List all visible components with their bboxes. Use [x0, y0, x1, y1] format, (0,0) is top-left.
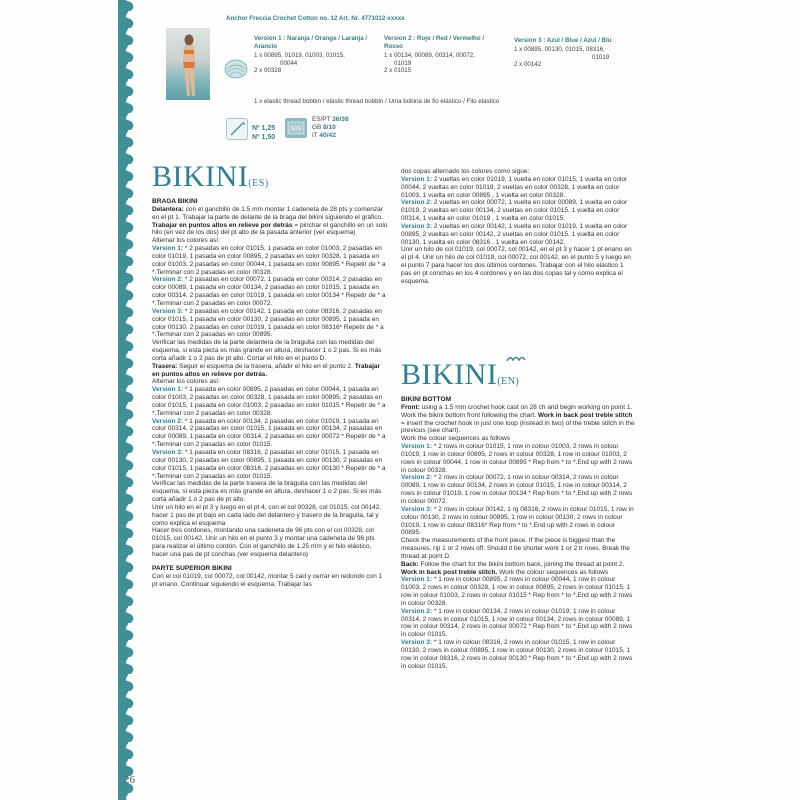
- version-1-line: 00044: [280, 59, 298, 67]
- page-number: 26: [124, 774, 135, 786]
- paragraph-delantera: Delantera: con el ganchillo de 1.5 mm montar 1 cadeneta de 28 pts y comenzar en el pt 1. Trabajar la parte de delante de la braga del bikini siguiendo el gráfico. Trabajar en puntos altos en relieve por detrás = pinchar el ganchillo en un solo hilo (en vez de los dos) del pt alto de la pasada anterior (ver esquema): [152, 205, 388, 237]
- elastic-thread-note: 1 x elastic thread bobbin / elastic thread bobbin / Uma bobina de fio elástico / Filo elastico: [254, 98, 500, 105]
- model-photo: [166, 28, 210, 100]
- size-label: IT: [312, 132, 318, 139]
- column-right-en: [401, 394, 635, 671]
- version-2-block: [384, 35, 504, 75]
- paragraph: Work the colour sequences as follows: [401, 435, 510, 443]
- product-header: Anchor Freccia Crochet Cotton no. 12 Art. Nr. 4771012-xxxxx: [226, 15, 405, 22]
- title-en: BIKINI(EN): [401, 358, 520, 391]
- size-label: GB: [312, 124, 322, 131]
- size-value: 36/38: [332, 116, 349, 123]
- paragraph: Hacer tres cordones, montando una cadeneta de 96 pts con el col 00328, col 01015, col 00142. Unir un hilo en el punto 3 y montar una cadeneta de 96 pts para realizar el último cordón. Con el ganchillo de 1.25 mm y el hilo elástico, hacer una pas de pt conchas (ver esquema delantero): [152, 527, 375, 558]
- paragraph-back: Back: Follow the chart for the bikini bottom back, joining the thread at point 2. Work in back post treble stitch. Work the colour sequences as follows: [401, 560, 625, 576]
- version-paragraph: Version 3: 2 vueltas en color 00142, 1 vuelta en color 01019, 1 vuelta en color 00895, 2 vueltas en color 00142, 2 vueltas en color 01015, 1 vuelta en color 00130, 1 vuelta en color 08316 , 1 vuelta en color 00142.: [401, 222, 628, 246]
- paragraph: Alternar los colores así:: [152, 237, 220, 245]
- version-paragraph: Version 3: * 2 pasadas en color 00142, 1 pasada en color 08316, 2 pasadas en color 01015, 1 pasada en color 00130, 2 pasadas en color 00895, 1 pasada en color 00130, 2 pasadas en color 01019, 1 pasada en color 08316* Repetir de * a *.Terminar con 2 pasadas en color 00895.: [152, 307, 384, 339]
- section-heading: PARTE SUPERIOR BIKINI: [152, 564, 232, 572]
- section-heading: BRAGA BIKINI: [152, 198, 198, 205]
- section-heading: BIKINI BOTTOM: [401, 396, 452, 403]
- version-paragraph: Version 2: 2 vueltas en color 00072, 1 vuelta en color 00089, 1 vuelta en color 01019, 2 vueltas en color 00134, 2 vueltas en color 01015, 1 vuelta en color 00314, 1 vuelta en color 01019 , 1 vuelta en color 01015.: [401, 199, 628, 223]
- version-paragraph: Version 2: * 1 pasada en color 00134, 2 pasadas en color 01019, 1 pasada en color 00314, 2 pasadas en color 01015, 1 pasada en color 00134, 2 pasadas en color 00089, 1 pasada en color 00314, 2 pasadas en color 00072 * Repetir de * a *.Terminar con 2 pasadas en color 01015.: [152, 417, 386, 449]
- version-paragraph: Version 3: * 1 pasada en color 08316, 2 pasadas en color 01015, 1 pasada en color 00130, 2 pasadas en color 00895, 1 pasada en color 00130, 2 pasadas en color 01015, 1 pasada en color 08316, 2 pasadas en color 00130 * Repetir de * a *.Terminar con 2 pasadas en color 01015.: [152, 449, 386, 480]
- size-label: ES/PT: [312, 116, 331, 123]
- version-1-line: 2 x 00328: [254, 67, 282, 75]
- version-paragraph: Version 3: * 2 rows in colour 00142, 1 rg 08316, 2 rows in colour 01015, 1 row in colour 00130, 2 rows in colour 00895, 1 row in colour 00130, 2 rows in colour 01019, 1 row in colour 08316* Rep from * to *.End up with 2 rows in colour 00895.: [401, 505, 634, 537]
- version-paragraph: Version 2: * 2 pasadas en color 00072, 1 pasada en color 00314, 2 pasadas en color 00089, 1 pasada en color 00134, 2 pasadas en color 01015, 1 pasada en color 00314, 2 pasadas en color 01019, 1 pasada en color 00134 * Repetir de * a *.Terminar con 2 pasadas en color 00072.: [152, 276, 386, 307]
- version-1-line: 1 x 00895, 01019, 01003, 01015,: [254, 52, 345, 59]
- version-3-line: 2 x 00142: [514, 61, 542, 69]
- size-value: 40/42: [319, 132, 336, 139]
- paragraph: Verificar las medidas de la parte trasera de la braguita con las medidas del esquema, si esta pieza es más grande en altura, deshacer 1 o 2 pas. Si es más corta añadir 1 o 2 pas de pt alto.: [152, 480, 382, 504]
- version-3-line: 01019: [592, 53, 610, 61]
- version-1-block: [254, 35, 374, 75]
- paragraph-trasera: Trasera: Seguir el esquema de la trasera, añadir el hilo en el punto 2. Trabajar en puntos altos en relieve por detrás.: [152, 362, 381, 378]
- version-2-line: 1 x 00134, 00089, 00314, 00072,: [384, 52, 475, 59]
- size-table: [312, 116, 349, 140]
- size-label-icon: [285, 118, 307, 138]
- version-paragraph: Version 1: 2 vueltas en color 01019, 1 vuelta en color 01015, 1 vuelta en color 00044, 2 vueltas en color 01019, 2 vueltas en color 00328, 1 vuelta en color 01003, 1 vuelta en color 00895 , 1 vuelta en color 00328.: [401, 175, 628, 199]
- wave-border-decoration: [118, 0, 140, 800]
- wave-ornament-icon: [506, 350, 528, 358]
- version-paragraph: Version 1: * 2 pasadas en color 01015, 1 pasada en color 01003, 2 pasadas en color 01019, 1 pasada en color 00895, 2 pasadas en color 00328, 1 pasada en color 01003, 2 pasadas en color 00044, 1 pasada en color 00895 * Repetir de * a *.Terminar con 2 pasadas en color 00328.: [152, 245, 386, 276]
- version-3-block: [514, 37, 638, 69]
- title-es: BIKINI(ES): [152, 160, 269, 193]
- yarn-ball-icon: [224, 58, 248, 80]
- needle-size: Nº 1,25: [252, 125, 276, 132]
- version-paragraph: Version 1: * 1 row in colour 00895, 2 rows in colour 00044, 1 row in colour 01003, 2 rows in colour 00328, 1 row in colour 00895, 2 rows in colour 01015, 1 row in colour 01003, 2 rows in colour 01015 * Rep from * to *.End up with 2 rows in colour 00328.: [401, 576, 633, 607]
- paragraph: Con el col 01019, col 00072, col 00142, montar 5 cad y cerrar en redondo con 1 pt enano. Continuar siguiendo el esquema. Trabajar las: [152, 572, 383, 588]
- version-3-title: Version 3 : Azul / Blue / Azul / Blu: [514, 37, 612, 44]
- paragraph: Unir un hilo de col 01019, col 00072, col 00142, en el pt 3 y hacer 1 pt enano en el pt 4. Unir un hilo de col 01019, col 00072, col 00142, en el punto 5 y luego en el punto 7 para hacer los dos últimos cordones. Trabajar con el hilo elástico 1 pas en pt conchas en los 4 cordones y en las dos copas tal y cómo explica el esquema.: [401, 246, 632, 285]
- version-2-line: 01019: [394, 59, 412, 67]
- version-paragraph: Version 1: * 2 rows in colour 01015, 1 row in colour 01003, 2 rows in colour 01019, 1 row in colour 00895, 2 rows in colour 00328, 1 row in colour 01003, 2 rows in colour 00044, 1 row in colour 00895 * Rep from * to *.End up with 2 rows in colour 00328.: [401, 443, 633, 474]
- paragraph: Verificar las medidas de la parte delantera de la braguita con las medidas del esquema, si esta pieza es más grande en altura, deshacer 1 o 2 pas. Si es más corta añadir 1 o 2 pas de pt alto. Cortar el hilo en el punto D.: [152, 339, 382, 362]
- paragraph: dos copas alternado los colores como sigue:: [401, 168, 530, 175]
- version-2-title: Version 2 : Rojo / Red / Vermelho / Rosso: [384, 35, 485, 50]
- paragraph-front: Front: using a 1.5 mm crochet hook cast on 28 ch and begin working on point 1. Work the bikini bottom front following the chart. Work in back post treble stitch = insert the crochet hook in just one loop (instead in two) of the treble stitch in the previous (see chart).: [401, 403, 635, 435]
- needle-size: Nº 1,50: [252, 134, 276, 141]
- paragraph: Check the measurements of the front piece. If the piece is biggest than the measures, rip 1 or 2 rows off. Should it be shorter work 1 or 2 tr rows. Break the thread at point D.: [401, 537, 630, 560]
- size-value: 8/10: [323, 124, 336, 131]
- version-paragraph: Version 1: * 1 pasada en color 00895, 2 pasadas en color 00044, 1 pasada en color 01003, 2 pasadas en color 00328, 1 pasada en color 00895, 2 pasadas en color 01015, 1 pasada en color 01003, 2 pasadas en color 01015 * Repetir de * a *.Terminar con 2 pasadas en color 00328.: [152, 386, 386, 417]
- version-1-title: Version 1 : Naranja / Orange / Laranja / Arancio: [254, 35, 368, 50]
- version-2-line: 2 x 01015: [384, 67, 412, 75]
- column-right-es: [401, 168, 635, 286]
- version-3-line: 1 x 00895, 00130, 01015, 08316,: [514, 46, 605, 53]
- paragraph: Alternar los colores así:: [152, 378, 220, 386]
- paragraph: Unir un hilo en el pt 3 y luego en el pt 4, con el col 00328, col 01015, col 00142, hacer 1 pas de pt bajo en cada lado del delantero y trasero de la braguita, tal y como explica el esquema: [152, 503, 382, 527]
- needle-sizes: [252, 124, 275, 142]
- version-paragraph: Version 3: * 1 row in colour 08316, 2 rows in colour 01015, 1 row in colour 00130, 2 rows in colour 00895, 1 row in colour 00130, 2 rows in colour 01015, 1 row in colour 08316, 2 rows in colour 00130 * Rep from * to *.End up with 2 rows in colour 01015.: [401, 639, 633, 670]
- version-paragraph: Version 2: * 2 rows in colour 00072, 1 row in colour 00314, 2 rows in colour 00089, 1 row in colour 00134, 2 rows in colour 01015, 1 row in colour 00314, 2 rows in colour 01019, 1 row in colour 00134 * Rep from * to *.End up with 2 rows in colour 00072.: [401, 474, 633, 505]
- crochet-hook-icon: [226, 118, 248, 140]
- version-paragraph: Version 2: * 1 row in colour 00134, 2 rows in colour 01019, 1 row in colour 00314, 2 rows in colour 01015, 1 row in colour 00134, 2 rows in colour 00089, 1 row in colour 00314, 2 rows in colour 00072 * Rep from * to *.End up with 2 rows in colour 01015.: [401, 607, 633, 639]
- svg-text:SIZE: SIZE: [290, 126, 302, 132]
- column-left: [152, 196, 388, 588]
